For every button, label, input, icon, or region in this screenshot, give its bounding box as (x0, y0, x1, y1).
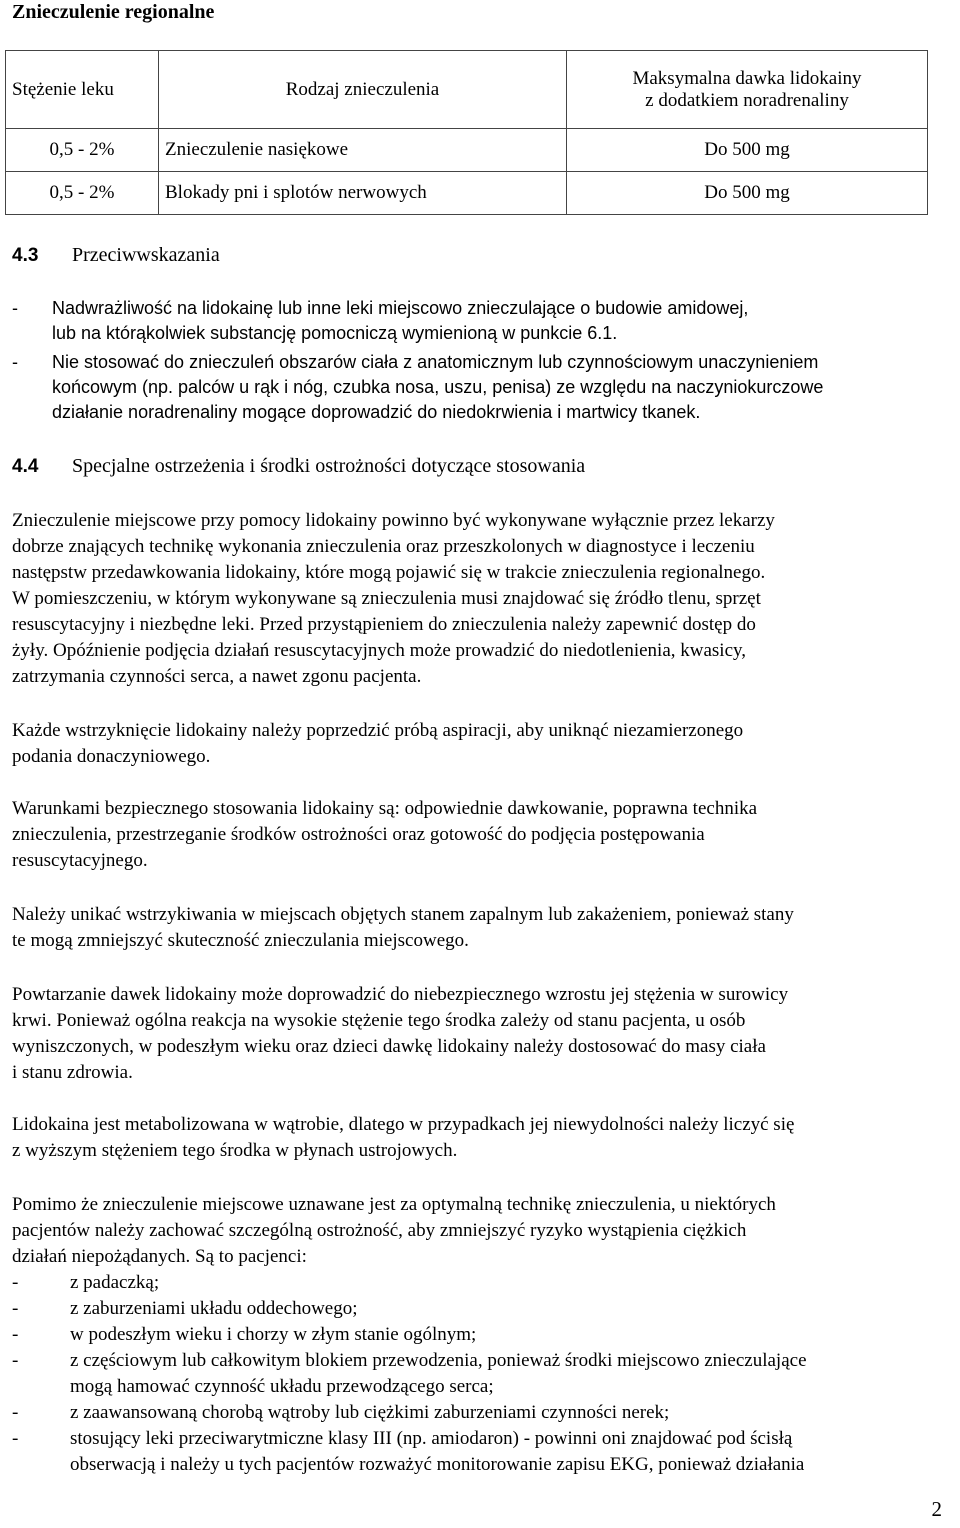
section-heading: Przeciwwskazania (72, 244, 220, 266)
list-item-continuation: mogą hamować czynność układu przewodzącego serca; (70, 1376, 494, 1397)
list-item: - w podeszłym wieku i chorzy w złym stanie ogólnym; (12, 1324, 477, 1345)
header-concentration: Stężenie leku (6, 51, 159, 129)
list-item: - stosujący leki przeciwarytmiczne klasy III (np. amiodaron) - powinni oni znajdować pod ścisłą (12, 1428, 793, 1449)
paragraph: Lidokaina jest metabolizowana w wątrobie, dlatego w przypadkach jej niewydolności należy liczyć się z wyższym stężeniem tego środka w płynach ustrojowych. (12, 1114, 795, 1161)
list-item: - z częściowym lub całkowitym blokiem przewodzenia, ponieważ środki miejscowo znieczulające (12, 1350, 807, 1371)
paragraph: Znieczulenie miejscowe przy pomocy lidokainy powinno być wykonywane wyłącznie przez lekarzy dobrze znających technikę wykonania znieczulenia oraz przeszkolonych w diagnostyce i leczeniu następstw przedawkowania lidokainy, które mogą pojawić się w trakcie znieczulenia regionalnego. W pomieszczeniu, w którym wykonywane są znieczulenia musi znajdować się źródło tlenu, sprzęt resuscytacyjny i niezbędne leki. Przed przystąpieniem do znieczulenia należy zapewnić dostęp do żyły. Opóźnienie podjęcia działań resuscytacyjnych może prowadzić do niedotlenienia, kwasicy, zatrzymania czynności serca, a nawet zgonu pacjenta. (12, 510, 775, 687)
paragraph: Pomimo że znieczulenie miejscowe uznawane jest za optymalną technikę znieczulenia, u niektórych pacjentów należy zachować szczególną ostrożność, aby zmniejszyć ryzyko wystąpienia ciężkich działań niepożądanych. Są to pacjenci: (12, 1194, 776, 1267)
paragraph: Warunkami bezpiecznego stosowania lidokainy są: odpowiednie dawkowanie, poprawna technika znieczulenia, przestrzeganie środków ostrożności oraz gotowość do podjęcia postępowania resuscytacyjnego. (12, 798, 758, 871)
header-max-dose: Maksymalna dawka lidokainy z dodatkiem noradrenaliny (567, 51, 928, 129)
list-item: - z padaczką; (12, 1272, 160, 1293)
cell-dose: Do 500 mg (567, 172, 928, 215)
paragraph: Każde wstrzyknięcie lidokainy należy poprzedzić próbą aspiracji, aby uniknąć niezamierzonego podania donaczyniowego. (12, 720, 744, 767)
cell-dose: Do 500 mg (567, 129, 928, 172)
list-item: - z zaburzeniami układu oddechowego; (12, 1298, 358, 1319)
section-number: 4.4 (12, 456, 39, 477)
page-number: 2 (931, 1497, 942, 1521)
contraindication-item: Nie stosować do znieczuleń obszarów ciała z anatomicznym lub czynnościowym unaczynieniem końcowym (np. palców u rąk i nóg, czubka nosa, uszu, penisa) ze względu na naczyniokurczowe działanie noradrenaliny mogące doprowadzić do niedokrwienia i martwicy tkanek. (52, 352, 824, 422)
patient-list (12, 1270, 952, 1478)
section-number: 4.3 (12, 245, 39, 266)
table-row (6, 172, 928, 215)
cell-concentration: 0,5 - 2% (6, 129, 159, 172)
contraindication-item: Nadwrażliwość na lidokainę lub inne leki miejscowo znieczulające o budowie amidowej, lub na którąkolwiek substancję pomocniczą wymienioną w punkcie 6.1. (52, 298, 749, 343)
table-row (6, 129, 928, 172)
list-dash: - (12, 298, 18, 318)
dose-table (5, 50, 928, 215)
list-dash: - (12, 352, 18, 372)
cell-concentration: 0,5 - 2% (6, 172, 159, 215)
section-title: Znieczulenie regionalne (12, 1, 215, 23)
table-header-row (6, 51, 928, 129)
cell-type: Blokady pni i splotów nerwowych (159, 172, 567, 215)
paragraph: Powtarzanie dawek lidokainy może doprowadzić do niebezpiecznego wzrostu jej stężenia w surowicy krwi. Ponieważ ogólna reakcja na wysokie stężenie tego środka zależy od stanu pacjenta, u osób wyniszczonych, w podeszłym wieku oraz dzieci dawkę lidokainy należy dostosować do masy ciała i stanu zdrowia. (12, 984, 789, 1083)
list-item: - z zaawansowaną chorobą wątroby lub ciężkimi zaburzeniami czynności nerek; (12, 1402, 670, 1423)
section-heading: Specjalne ostrzeżenia i środki ostrożności dotyczące stosowania (72, 455, 586, 477)
list-item-continuation: obserwacją i należy u tych pacjentów rozważyć monitorowanie zapisu EKG, ponieważ działania (70, 1454, 805, 1475)
paragraph: Należy unikać wstrzykiwania w miejscach objętych stanem zapalnym lub zakażeniem, ponieważ stany te mogą zmniejszyć skuteczność znieczulania miejscowego. (12, 904, 794, 951)
cell-type: Znieczulenie nasiękowe (159, 129, 567, 172)
header-anesthesia-type: Rodzaj znieczulenia (159, 51, 567, 129)
